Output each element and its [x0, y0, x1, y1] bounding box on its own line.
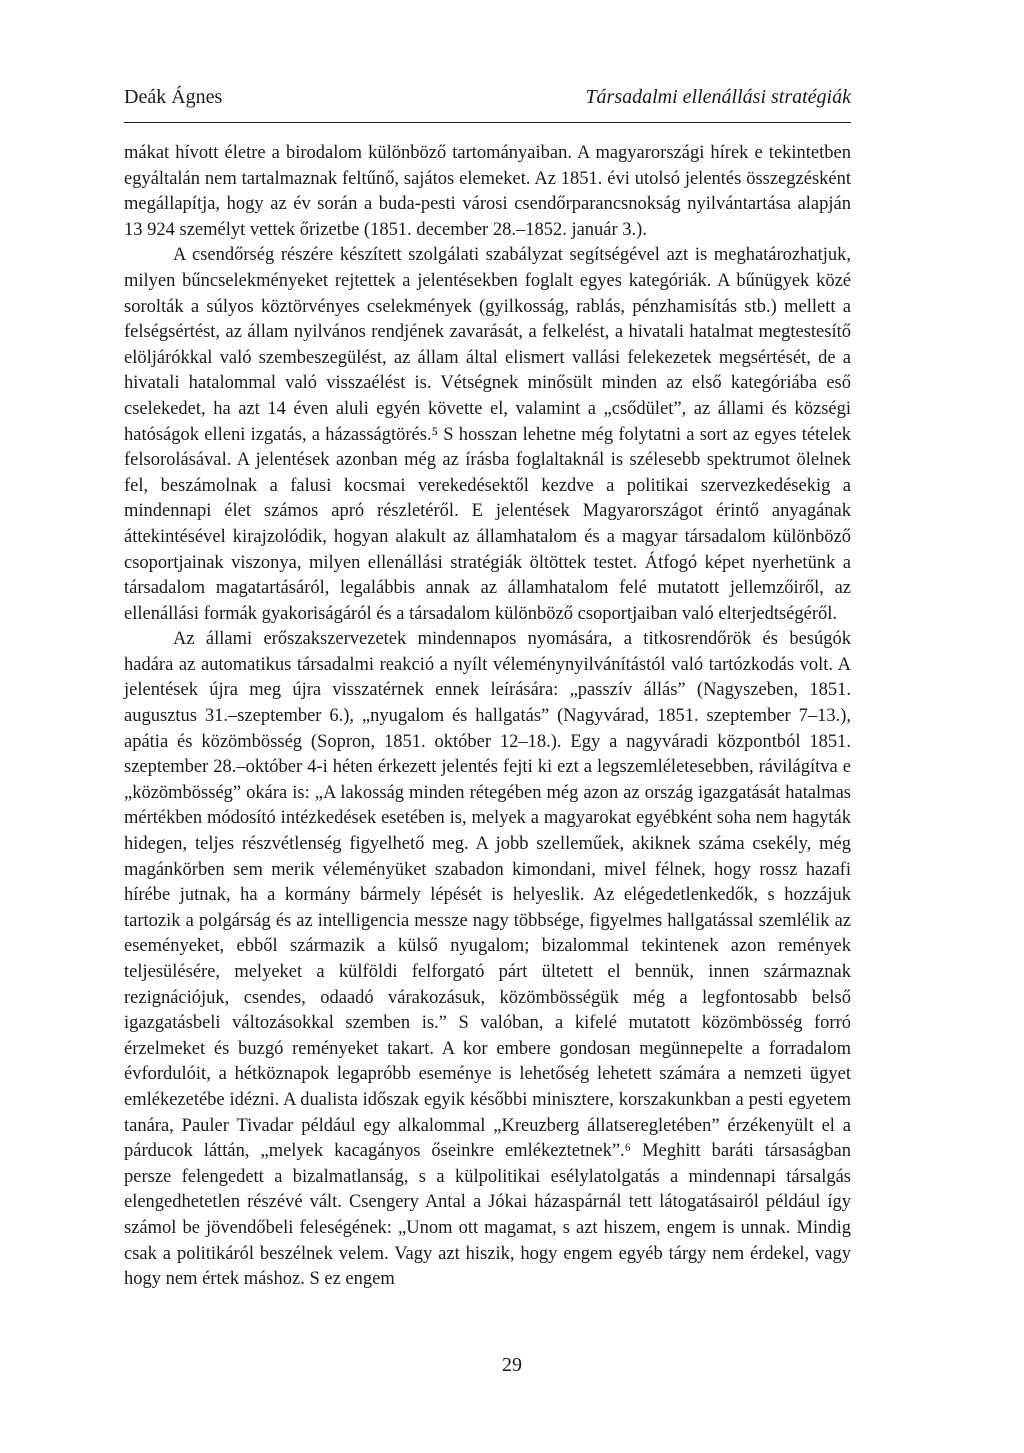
- paragraph: Az állami erőszakszervezetek mindennapos nyomására, a titkosrendőrök és besúgók hadára az automatikus társadalmi reakció a nyílt véleménynyilvánítástól való tartózkodás volt. A jelentések újra meg újra visszatérnek ennek leírására: „passzív állás” (Nagyszeben, 1851. augusztus 31.–szeptember 6.), „nyugalom és hallgatás” (Nagyvárad, 1851. szeptember 7–13.), apátia és közömbösség (Sopron, 1851. október 12–18.). Egy a nagyváradi központból 1851. szeptember 28.–október 4-i héten érkezett jelentés fejti ki ezt a legszemléletesebben, rávilágítva e „közömbösség” okára is: „A lakosság minden rétegében még azon az ország igazgatását hatalmas mértékben módosító intézkedések esetében is, melyek a magyarokat egyébként soha nem hagyták hidegen, teljes részvétlenség figyelhető meg. A jobb szelleműek, akiknek száma csekély, még magánkörben sem merik véleményüket szabadon kimondani, mivel félnek, hogy rossz hazafi hírébe jutnak, ha a kormány bármely lépését is helyeslik. Az elégedetlenkedők, s hozzájuk tartozik a polgárság és az intelligencia messze nagy többsége, figyelmes hallgatással szemlélik az eseményeket, ebből származik a külső nyugalom; bizalommal tekintenek azon remények teljesülésére, melyeket a külföldi felforgató párt ültetett el bennük, innen származnak rezignációjuk, csendes, odaadó várakozásuk, közömbösségük még a legfontosabb belső igazgatásbeli változásokkal szemben is.” S valóban, a kifelé mutatott közömbösség forró érzelmeket és buzgó reményeket takart. A kor embere gondosan megünnepelte a forradalom évfordulóit, a hétköznapok legapróbb eseménye is lehetőség lehetett számára a nemzeti ügyet emlékezetébe idézni. A dualista időszak egyik későbbi minisztere, korszakunkban a pesti egyetem tanára, Pauler Tivadar például egy alkalommal „Kreuzberg állatseregletében” érzékenyült el a párducok láttán, „melyek kacagányos őseinkre emlékeztetnek”.⁶ Meghitt baráti társaságban persze felengedett a bizalmatlanság, s a külpolitikai esélylatolgatás a mindennapi társalgás elengedhetetlen részévé vált. Csengery Antal a Jókai házaspárnál tett látogatásairól például így számol be jövendőbeli feleségének: „Unom ott magamat, s azt hiszem, engem is unnak. Mindig csak a politikáról beszélnek velem. Vagy azt hiszik, hogy engem egyéb tárgy nem érdekel, vagy hogy nem értek máshoz. S ez engem: [124, 629, 851, 1290]
- body-text: [124, 141, 851, 1293]
- running-head: [124, 86, 851, 114]
- paragraph-continued: mákat hívott életre a birodalom különböző tartományaiban. A magyarországi hírek e tekintetben egyáltalán nem tartalmaznak feltűnő, sajátos elemeket. Az 1851. évi utolsó jelentés összegzésként megállapítja, hogy az év során a buda-pesti városi csendőrparancsnokság nyilvántartása alapján 13 924 személyt vettek őrizetbe (1851. december 28.–1852. január 3.).: [124, 143, 851, 240]
- header-author: Deák Ágnes: [124, 86, 223, 108]
- header-title: Társadalmi ellenállási stratégiák: [585, 86, 851, 108]
- page-number: 29: [502, 1354, 522, 1376]
- header-rule: [124, 122, 851, 123]
- paragraph: A csendőrség részére készített szolgálati szabályzat segítségével azt is meghatározhatjuk, milyen bűncselekményeket rejtettek a jelentésekben foglalt egyes kategóriák. A bűnügyek közé sorolták a súlyos köztörvényes cselekmények (gyilkosság, rablás, pénzhamisítás stb.) mellett a felségsértést, az állam nyilvános rendjének zavarását, a felkelést, a hivatali hatalmat megtestesítő elöljárókkal való szembeszegülést, az állam által elismert vallási felekezetek megsértését, de a hivatali hatalommal való visszaélést is. Vétségnek minősült minden az első kategóriába eső cselekedet, ha azt 14 éven aluli egyén követte el, valamint a „csődület”, az állami és községi hatóságok elleni izgatás, a házasságtörés.⁵ S hosszan lehetne még folytatni a sort az egyes tételek felsorolásával. A jelentések azonban még az írásba foglaltaknál is szélesebb spektrumot ölelnek fel, beszámolnak a falusi kocsmai verekedésektől kezdve a politikai szervezkedésekig a mindennapi élet számos apró részletéről. E jelentések Magyarországot érintő anyagának áttekintésével kirajzolódik, hogyan alakult az államhatalom és a magyar társadalom különböző csoportjainak viszonya, milyen ellenállási stratégiák öltöttek testet. Átfogó képet nyerhetünk a társadalom magatartásáról, legalábbis annak az államhatalom felé mutatott jellemzőiről, az ellenállási formák gyakoriságáról és a társadalom különböző csoportjaiban való elterjedtségéről.: [124, 245, 851, 624]
